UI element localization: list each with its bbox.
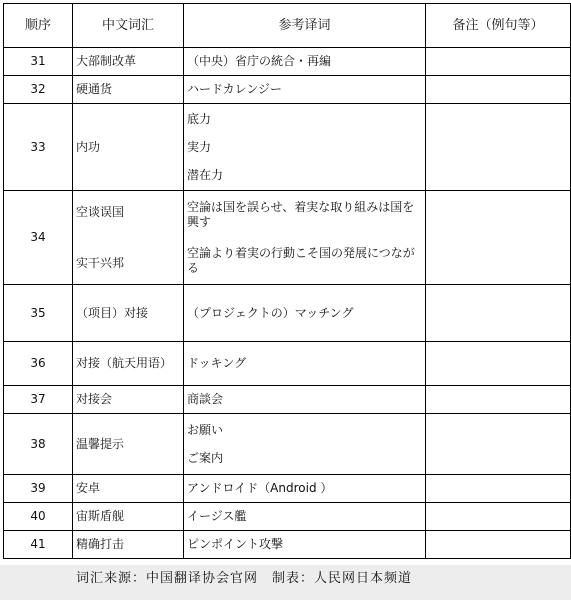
- table-header-row: [4, 4, 571, 48]
- reference-translation: 潜在力: [187, 167, 224, 182]
- chinese-term-list: [73, 191, 184, 285]
- reference-translation: （プロジェクトの）マッチング: [184, 285, 426, 342]
- row-number: 31: [4, 48, 73, 76]
- note-cell: [426, 76, 571, 104]
- note-cell: [426, 414, 571, 475]
- chinese-term: 内功: [73, 104, 184, 191]
- note-cell: [426, 386, 571, 414]
- reference-translation-list: [184, 191, 426, 285]
- header-reference-translation: 参考译词: [184, 4, 426, 48]
- table-row: [4, 475, 571, 503]
- note-cell: [426, 104, 571, 191]
- row-number: 39: [4, 475, 73, 503]
- reference-translation: 空論より着実の行動こそ国の発展につながる: [187, 245, 415, 275]
- glossary-table: [3, 3, 571, 559]
- reference-translation: 商談会: [184, 386, 426, 414]
- note-cell: [426, 342, 571, 386]
- table-row: [4, 104, 571, 191]
- reference-translation: アンドロイド（Android ）: [184, 475, 426, 503]
- row-number: 40: [4, 503, 73, 531]
- row-number: 41: [4, 531, 73, 559]
- note-cell: [426, 48, 571, 76]
- chinese-term: 大部制改革: [73, 48, 184, 76]
- header-order: 顺序: [4, 4, 73, 48]
- chinese-term: 安卓: [73, 475, 184, 503]
- reference-translation-list: [184, 414, 426, 475]
- reference-translation: 底力: [187, 111, 212, 126]
- table-row: [4, 285, 571, 342]
- table-row: [4, 386, 571, 414]
- row-number: 38: [4, 414, 73, 475]
- table-row: [4, 503, 571, 531]
- row-number: 32: [4, 76, 73, 104]
- reference-translation: （中央）省庁の統合・再編: [184, 48, 426, 76]
- row-number: 35: [4, 285, 73, 342]
- table-row: [4, 48, 571, 76]
- row-number: 33: [4, 104, 73, 191]
- table-row: [4, 342, 571, 386]
- table-row: [4, 414, 571, 475]
- reference-translation: ドッキング: [184, 342, 426, 386]
- chinese-term: （项目）对接: [73, 285, 184, 342]
- reference-translation: 実力: [187, 139, 212, 154]
- reference-translation: ハードカレンジー: [184, 76, 426, 104]
- row-number: 37: [4, 386, 73, 414]
- note-cell: [426, 285, 571, 342]
- chinese-term: 对接会: [73, 386, 184, 414]
- reference-translation-list: [184, 104, 426, 191]
- chinese-term: 实干兴邦: [76, 255, 125, 270]
- note-cell: [426, 531, 571, 559]
- reference-translation: 空論は国を誤らせ、着実な取り組みは国を興す: [187, 199, 415, 229]
- note-cell: [426, 503, 571, 531]
- chinese-term: 精确打击: [73, 531, 184, 559]
- header-notes: 备注（例句等）: [426, 4, 571, 48]
- table-row: [4, 76, 571, 104]
- reference-translation: ピンポイント攻撃: [184, 531, 426, 559]
- chinese-term: 宙斯盾舰: [73, 503, 184, 531]
- reference-translation: イージス艦: [184, 503, 426, 531]
- table-row: [4, 531, 571, 559]
- chinese-term: 温馨提示: [73, 414, 184, 475]
- header-chinese-term: 中文词汇: [73, 4, 184, 48]
- reference-translation: ご案内: [187, 450, 224, 465]
- chinese-term: 空谈误国: [76, 204, 125, 219]
- chinese-term: 硬通货: [73, 76, 184, 104]
- source-footer: [0, 565, 571, 600]
- note-cell: [426, 191, 571, 285]
- chinese-term: 对接（航天用语）: [73, 342, 184, 386]
- row-number: 36: [4, 342, 73, 386]
- note-cell: [426, 475, 571, 503]
- source-credit: 词汇来源：中国翻译协会官网 制表：人民网日本频道: [76, 571, 413, 586]
- row-number: 34: [4, 191, 73, 285]
- reference-translation: お願い: [187, 422, 224, 437]
- table-row: [4, 191, 571, 285]
